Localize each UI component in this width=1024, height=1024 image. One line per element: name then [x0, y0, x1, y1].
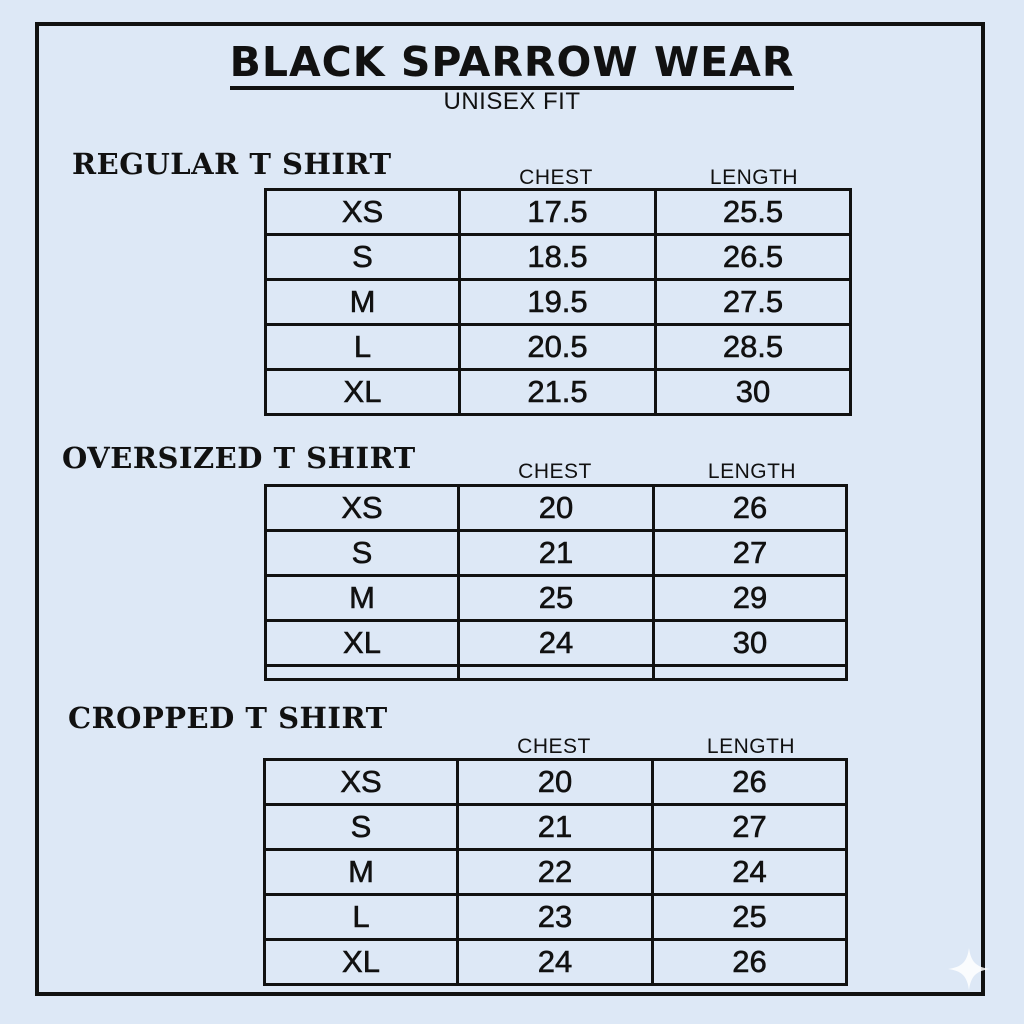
length-cell: 24	[653, 850, 847, 895]
table-row	[266, 486, 847, 531]
size-cell: M	[265, 850, 458, 895]
size-cell	[266, 666, 459, 680]
size-cell: XL	[266, 370, 460, 415]
chest-cell: 20.5	[460, 325, 656, 370]
sparkle-icon	[946, 946, 992, 992]
table-row	[266, 325, 851, 370]
table-row	[265, 940, 847, 985]
column-header-chest: CHEST	[517, 735, 591, 758]
size-cell: XS	[265, 760, 458, 805]
section-title-cropped: CROPPED T SHIRT	[68, 701, 388, 735]
size-cell: L	[265, 895, 458, 940]
size-table-cropped	[263, 758, 848, 986]
chest-cell: 20	[459, 486, 654, 531]
table-row	[266, 280, 851, 325]
chest-cell: 25	[459, 576, 654, 621]
length-cell: 26	[653, 940, 847, 985]
chest-cell: 22	[458, 850, 653, 895]
table-row	[265, 805, 847, 850]
chest-cell: 23	[458, 895, 653, 940]
table-row	[265, 895, 847, 940]
chest-cell: 21	[458, 805, 653, 850]
column-header-chest: CHEST	[519, 166, 593, 189]
length-cell: 30	[656, 370, 851, 415]
table-row	[266, 235, 851, 280]
length-cell	[654, 666, 847, 680]
table-row	[266, 370, 851, 415]
length-cell: 25	[653, 895, 847, 940]
section-title-oversized: OVERSIZED T SHIRT	[62, 441, 416, 475]
size-cell: M	[266, 576, 459, 621]
chest-cell: 19.5	[460, 280, 656, 325]
table-row	[265, 760, 847, 805]
size-cell: L	[266, 325, 460, 370]
size-cell: M	[266, 280, 460, 325]
subtitle: UNISEX FIT	[443, 88, 581, 115]
size-table-regular	[264, 188, 852, 416]
column-header-chest: CHEST	[518, 460, 592, 483]
chest-cell: 18.5	[460, 235, 656, 280]
table-row	[266, 666, 847, 680]
chest-cell: 24	[459, 621, 654, 666]
size-cell: S	[266, 531, 459, 576]
chest-cell: 17.5	[460, 190, 656, 235]
table-row	[266, 531, 847, 576]
size-cell: XS	[266, 486, 459, 531]
chest-cell: 24	[458, 940, 653, 985]
table-row	[265, 850, 847, 895]
brand-title: BLACK SPARROW WEAR	[0, 38, 1024, 86]
size-cell: XS	[266, 190, 460, 235]
table-row	[266, 621, 847, 666]
chest-cell: 21.5	[460, 370, 656, 415]
length-cell: 27.5	[656, 280, 851, 325]
size-cell: XL	[266, 621, 459, 666]
length-cell: 27	[653, 805, 847, 850]
size-cell: XL	[265, 940, 458, 985]
column-header-length: LENGTH	[707, 460, 797, 483]
size-cell: S	[265, 805, 458, 850]
table-row	[266, 190, 851, 235]
chest-cell: 21	[459, 531, 654, 576]
length-cell: 27	[654, 531, 847, 576]
table-row	[266, 576, 847, 621]
length-cell: 25.5	[656, 190, 851, 235]
chest-cell	[459, 666, 654, 680]
size-cell: S	[266, 235, 460, 280]
length-cell: 30	[654, 621, 847, 666]
length-cell: 26.5	[656, 235, 851, 280]
column-header-length: LENGTH	[709, 166, 799, 189]
chest-cell: 20	[458, 760, 653, 805]
length-cell: 28.5	[656, 325, 851, 370]
length-cell: 29	[654, 576, 847, 621]
section-title-regular: REGULAR T SHIRT	[72, 147, 392, 181]
size-table-oversized	[264, 484, 848, 681]
length-cell: 26	[654, 486, 847, 531]
column-header-length: LENGTH	[706, 735, 796, 758]
length-cell: 26	[653, 760, 847, 805]
